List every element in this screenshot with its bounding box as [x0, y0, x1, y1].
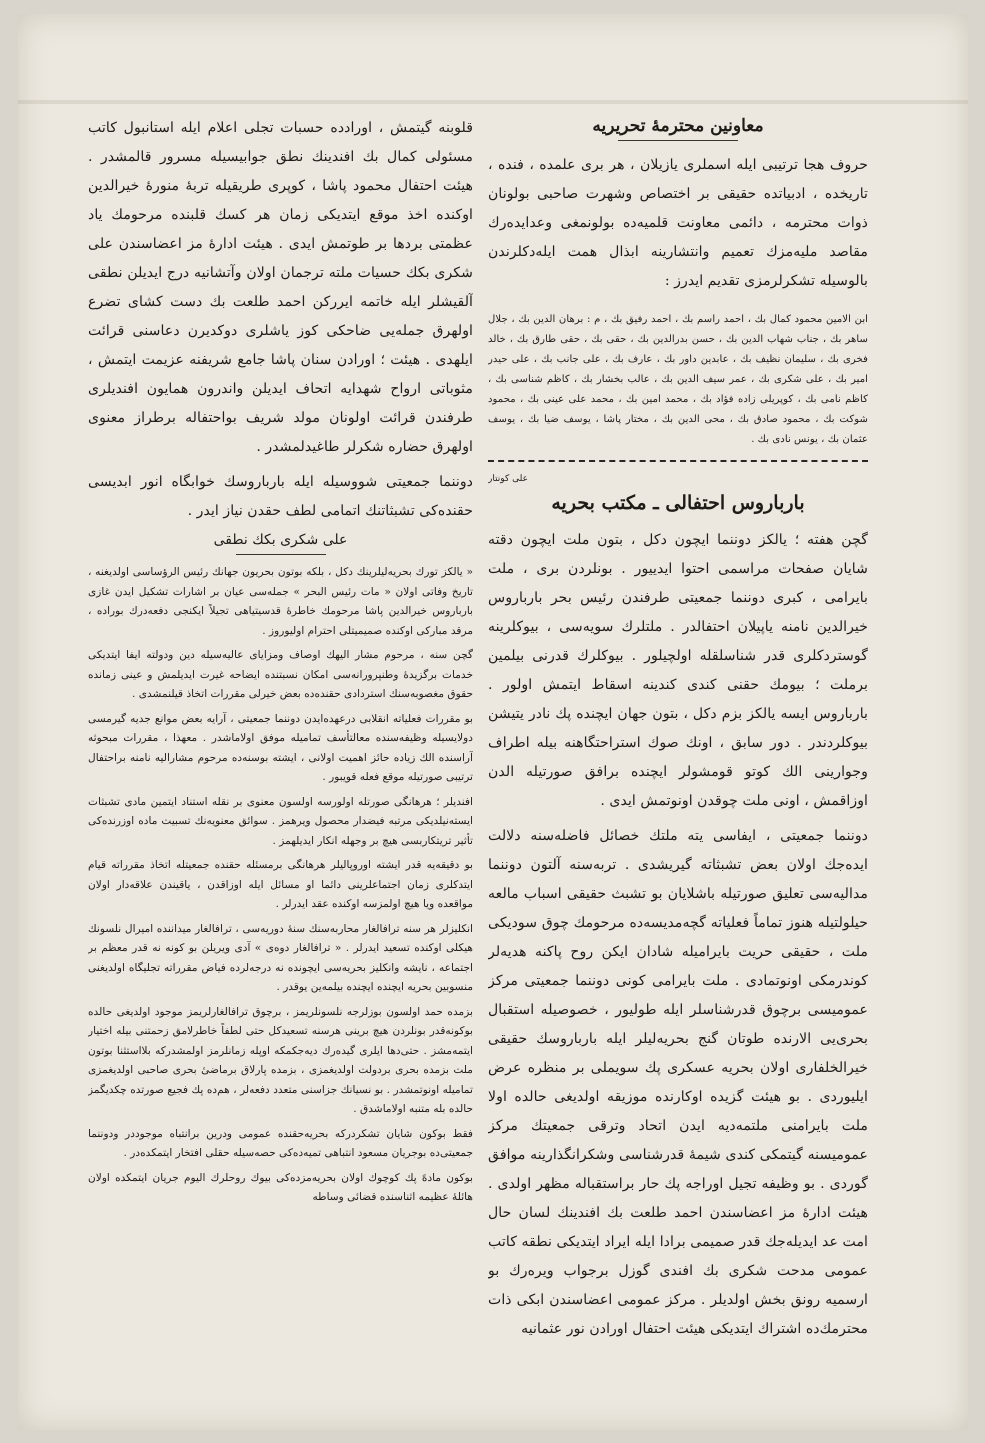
- contributors-list: ابن الامین محمود كمال بك ، احمد راسم بك ، احمد رفیق بك ، م : برهان الدین بك ، جلال ساهر بك ، جناب شهاب الدین بك ، حسن بدرالدین بك ، حقی بك ، حقی طارق بك ، خالد فخری بك ، سلیمان نظیف بك ، عابدین داور بك ، عارف بك ، علی جانب بك ، علی حیدر امیر بك ، علی شكری بك ، عمر سیف الدین بك ، عالب بخشار بك ، كاظم شناسی بك ، كاظم نامی بك ، كوپریلی زاده فؤاد بك ، محمد امین بك ، محمد علی عینی بك ، محمود شوكت بك ، محمود صادق بك ، محی الدین بك ، مختار پاشا ، یوسف ضیا بك ، یوسف عثمان بك ، یونس نادی بك .: [488, 314, 868, 445]
- article-paragraph: دوننما جمعیتی ، ایفاسی یته ملتك خصائل فاضله‌سنه دلالت ایده‌جك اولان بعض تشبثاته گیریشدی . تربه‌سنه آلتون دوننما مدالیه‌سی تعلیق صورتیله باشلایان بو تشبث حقیقی اسباب مالعه حیلولتیله هنوز تماماً فعلیاته گچه‌مدیسه‌ده مرحومك چوق سودیكی ملت ، حقیقی حریت بایرامیله شادان ایكن روح پاكنه هدیه‌لر كوندرمكی اونوتمادی . ملت بایرامی كونی دوننما جمعیتی مركز عمومیسی برچوق قدرشناسلر ایله طولیور ، خصوصیله استقبال بحری‌یی الارنده طوتان گنج بحریه‌لیلر ایله بارباروسك حقیقی خیرالخلفاری اولان بحریه عسكری پك سویملی بر منظره عرض ایلیوردی . بو هیئت گزیده اوكارنده موزیقه اولدیغی حالده اولا ملت بایرامنی ملتمه‌دیه ایدن اتحاد وترقی جمعیتك مركز عمومیسنه گیتمكی كندی شیمهٔ قدرشناسی وشكرانگذارینه موافق گوردی . بو وظیفه تجیل اوراجه پك حار براستقباله مظهر اولدی . هیئت ادارهٔ مز اعضاسندن احمد طلعت بك افندینك لسان حال امت عد ایدیله‌جك قدر صمیمی برادا ایله ایراد ایتدیكی نطقه كاتب عمومی مدحت شكری بك افندی گوزل برجواب ویره‌رك بو ارسمیه رونق بخش اولدیلر . مركز عمومی اعضاسندن ابكی ذات محترمك‌ده اشتراك ایتدیكی هیئت احتفال اورادن نور عثمانیه: [488, 828, 868, 1337]
- speech-paragraph: انكلیزلر هر سنه ترافالغار محاربه‌سنك سنهٔ دوریه‌سی ، ترافالغار میداننده امیرال نلسونك هیكلی اوكنده تسعید ایدرلر . « ترافالغار دوه‌ی » آدی ویریلن بو كونه نه قدر معظم بر اجتماعه ، نایشه وانكلیز بحریه‌سی ایچونده نه درجه‌لرده فیاض مقرراته تجلیگاه اولدیغنی منسوبین بحریه ایچنده ایچنده بیلمه‌ین یوقدر .: [88, 922, 473, 993]
- article-signature: علی كونتار: [488, 474, 528, 484]
- speech-heading-underline: [236, 554, 326, 555]
- closing-paragraph: دوننما جمعیتی شووسیله ایله بارباروسك خوابگاه انور ابدیسی حقنده‌كی تشبثاتنك اتمامی لطف حقدن نیاز ایدر .: [88, 474, 473, 519]
- speech-paragraph: گچن سنه ، مرحوم مشار الیهك اوصاف ومزایای عالیه‌سیله دین ودولته ایفا ایتدیكی خدمات برگزیدهٔ وطنپرورانه‌سی امكان نسبتنده ایضاحه غیرت ایدیلمش و عینی زمانده حقوق مغصوبه‌سنك استردادی حقنده‌ده بعض خیرلی مقررات اتخاذ قیلنمشدی .: [88, 649, 473, 700]
- speech-paragraph: بوكون ماده‌ً پك كوچوك اولان بحریه‌مزده‌كی بیوك روحلرك الیوم جریان ایتمكده اولان هائله‌ٔ عظیمه اثناسنده قضائی وساطه: [88, 1171, 473, 1203]
- continued-paragraph: قلوبنه گیتمش ، اورادده حسبات تجلی اعلام ایله استانبول كاتب مسئولی كمال بك افندینك نطق جوابیسیله مسرور قالمشدر . هیئت احتفال محمود پاشا ، كوپری طریقیله تربهٔ منورهٔ خیرالدین اوكنده اخذ موقع ایتدیكی زمان هر كسك قلبنده مرحومك یاد عظمتی بردها بر طوتمش ایدی . هیئت ادارهٔ مز اعضاسندن علی شكری بكك حسیات ملته ترجمان اولان وآتشانیه درج ایدیلن نطقی آلقیشلر ایله خاتمه ایرركن احمد طلعت بك دست كشای تضرع اولهرق جمله‌یی ضاحكی كوز یاشلری دوكدیرن دعاسنی قرائت ایلهدی . هیئت ؛ اورادن سنان پاشا جامع شریفنه عزیمت ایتمش ، مثوباتی ارواح شهدایه اتحاف ایدیلن واندرون همایون افندیلری طرفندن قرائت اولونان مولد شریف بواحتفاله برطراز معنوی اولهرق حضاره شكرلر طاغیدلمشدر .: [88, 120, 473, 455]
- speech-paragraph: فقط بوكون شایان تشكردركه بحریه‌حقنده عمومی ودرین برانتباه موجوددر ودوننما جمعیتی‌ده بوجریان مسعود انتباهی تمیه‌ده‌كی حصه‌سیله حقلی افتخار ایتمكده‌در .: [88, 1127, 473, 1159]
- article-title: بارباروس احتفالی ـ مكتب بحریه: [551, 492, 805, 514]
- speech-paragraph: بو مقررات فعلیاته انقلابی درعهده‌ایدن دوننما جمعیتی ، آرایه بعض موانع جدیه گیرمسی دولایسیله وظیفه‌سنده معالتأسف تمامیله موفق اولاماشدر . معهذا ، مقررات مبحوثه آراسنده الك زیاده حائز اهمیت اولانی ، ایشته بوسنه‌ده مرحوم مشارالیه نامنه براحتفال ترتیبی صورتیله موقع فعله قویبور .: [88, 712, 473, 783]
- speech-heading: علی شكری بكك نطقی: [213, 532, 348, 548]
- contributors-intro: حروف هجا ترتیبی ایله اسملری یازیلان ، هر بری علمده ، فنده ، تاریخده ، ادبیاتده حقیقی بر اختصاص وشهرت صاحبی بولونان ذوات محترمه ، دائمی معاونت قلمیه‌ده بولونمغی وعدایده‌رك مقاصد ملیه‌مزك تعمیم وانتشارینه ابذال همت ایله‌دكلرندن بالوسیله تشكرلرمزی تقدیم ایدرز :: [488, 157, 868, 289]
- left-column: [88, 114, 473, 1414]
- article-paragraph: گچن هفته ؛ یالكز دوننما ایچون دكل ، بتون ملت ایچون دقته شایان صفحات مراسمی احتوا ایدییور . بونلردن بری ، ملت بایرامی ، كبری دوننما جمعیتی طرفندن رئیس بحر بارباروس خیرالدین نامنه یاپیلان احتفالدر . ملتلرك سویه‌سی ، بیوكلرینه گوستردكلری قدر شناسلقله اولچیلور . بیوكلرك قدرنی بیلمین برملت ؛ بیومك حقنی كندی كندینه اسقاط ایتمش اولور . بارباروس ایسه یالكز بزم دكل ، بتون جهان ایچنده پك نادر یتیشن بیوكلردندر . دور سابق ، اونك صوك استراحتگاهنه بیله اطراف وجوارینی الك كوتو قومشولر ایچنده برافق صورتیله الدن اوزاقمش ، اونی ملت چوقدن اونوتمش ایدی .: [488, 532, 868, 809]
- speech-paragraph: « یالكز تورك بحریه‌لیلرینك دكل ، بلكه بوتون بحریون جهانك رئیس الرؤساسی اولدیغنه ، تاریخ وفاتی اولان « مات رئیس البحر » جمله‌سی عیان بر اشارات تشكیل ایدن غازی بارباروس خیرالدین پاشا مرحومك خاطرهٔ قدسیتیاهی تجیلاً ایكنجی دفعه‌درك بوراده ، مرقد مباركی اوكنده صمیمیتلی احترام اولیوروز .: [88, 566, 473, 637]
- speech-paragraph: بزمده حمد اولسون بوزلرجه نلسونلریمز ، برچوق ترافالغارلریمز موجود اولدیغی حالده بوكونه‌قدر بونلردن هیچ برینی هرسنه تسعید‌كل حتی لطفاً خاطرلامق زحمتنی بیله اختیار ایتمه‌مشز . حتی‌دها ایلری گیده‌رك دیه‌جكمكه اوپله زمانلرمز اولمشدركه بلااستثنا بوتون ملت بزمده بحری بردولت اولدیغمزی ، بزمده پارلاق برماضیٔ بحری صاحبی اولدیغمزی تمامیله اونوتمشدر . بو نسیانك جزاسنی متعدد دفعه‌لر ، هم‌ده پك فجیع صورتده چكدیگمز حالده بله متنبه اولاماشدق .: [88, 1005, 473, 1115]
- page-fold: [18, 100, 968, 104]
- section-divider: [488, 460, 868, 462]
- contributors-heading: معاونین محترمهٔ تحریریه: [592, 116, 764, 136]
- speech-paragraph: افندیلر ؛ هرهانگی صورتله اولورسه اولسون معنوی بر نقله استناد ایتمین مادی تشبثات ایسته‌نیلدیكی مرتبه فیضدار محصول ویرهمز . سوائق معنویه‌نك تسبیت ماده اوزرنده‌كی تأثیر تریتكاربسی هیچ بر وجهله انكار ایدیلهمز .: [88, 795, 473, 847]
- newspaper-page: [18, 14, 968, 1430]
- speech-paragraph: بو دقیقه‌یه قدر ایشته اوروپالیلر هرهانگی برمسئله حقنده جمعیتله اتخاذ مقرراته قیام ایتدكلری زمان اجتماعلرینی دائما او مسائل ایله اوزاقدن ، یاقیندن علاقه‌دار اولان مواقعده ویا هیچ اولمزسه اوكنده عقد ایدرلر .: [88, 859, 473, 910]
- right-column: [488, 114, 868, 1414]
- heading-underline: [618, 140, 738, 141]
